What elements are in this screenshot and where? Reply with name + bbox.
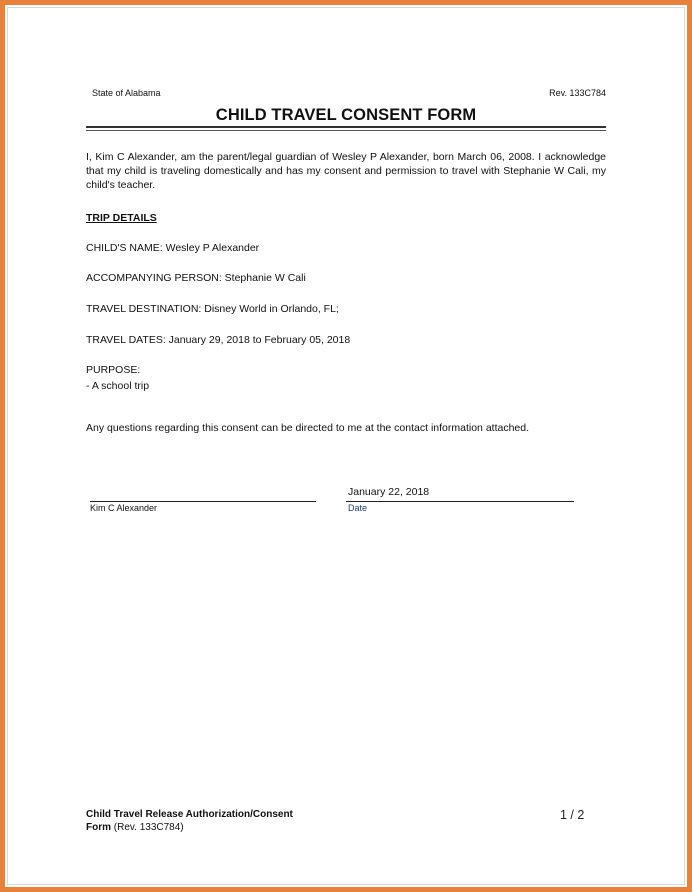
accompanying-person-line: ACCOMPANYING PERSON: Stephanie W Cali <box>86 272 306 284</box>
signatory-name: Kim C Alexander <box>90 503 158 513</box>
intro-paragraph: I, Kim C Alexander, am the parent/legal guardian of Wesley P Alexander, born March 06, 2008. I acknowledge that my child is traveling domestically and has my consent and permission to travel with Stephanie W Cali, my child's teacher. <box>86 151 606 191</box>
purpose-item: - A school trip <box>86 380 150 392</box>
title-rule-thin <box>86 130 606 131</box>
travel-dates-line: TRAVEL DATES: January 29, 2018 to February 05, 2018 <box>86 334 351 346</box>
state-label: State of Alabama <box>92 88 161 98</box>
footer-form-revision: (Rev. 133C784) <box>113 822 184 833</box>
footer-form-title <box>86 808 346 834</box>
signature-line <box>90 501 316 502</box>
signature-date-value: January 22, 2018 <box>348 486 430 498</box>
date-label: Date <box>348 503 368 513</box>
footer-form-name: Child Travel Release Authorization/Consent <box>86 809 293 820</box>
questions-note: Any questions regarding this consent can be directed to me at the contact information attached. <box>86 422 530 434</box>
title-rule-thick <box>86 126 606 128</box>
travel-destination-line: TRAVEL DESTINATION: Disney World in Orlando, FL; <box>86 303 339 315</box>
purpose-label: PURPOSE: <box>86 364 141 376</box>
page-indicator: 1 / 2 <box>560 808 585 822</box>
child-name-line: CHILD'S NAME: Wesley P Alexander <box>86 242 260 254</box>
date-line <box>346 501 574 502</box>
document-title: CHILD TRAVEL CONSENT FORM <box>215 106 477 124</box>
trip-details-heading: TRIP DETAILS <box>86 212 157 224</box>
revision-label: Rev. 133C784 <box>549 88 606 98</box>
footer-form-word: Form <box>86 822 111 833</box>
